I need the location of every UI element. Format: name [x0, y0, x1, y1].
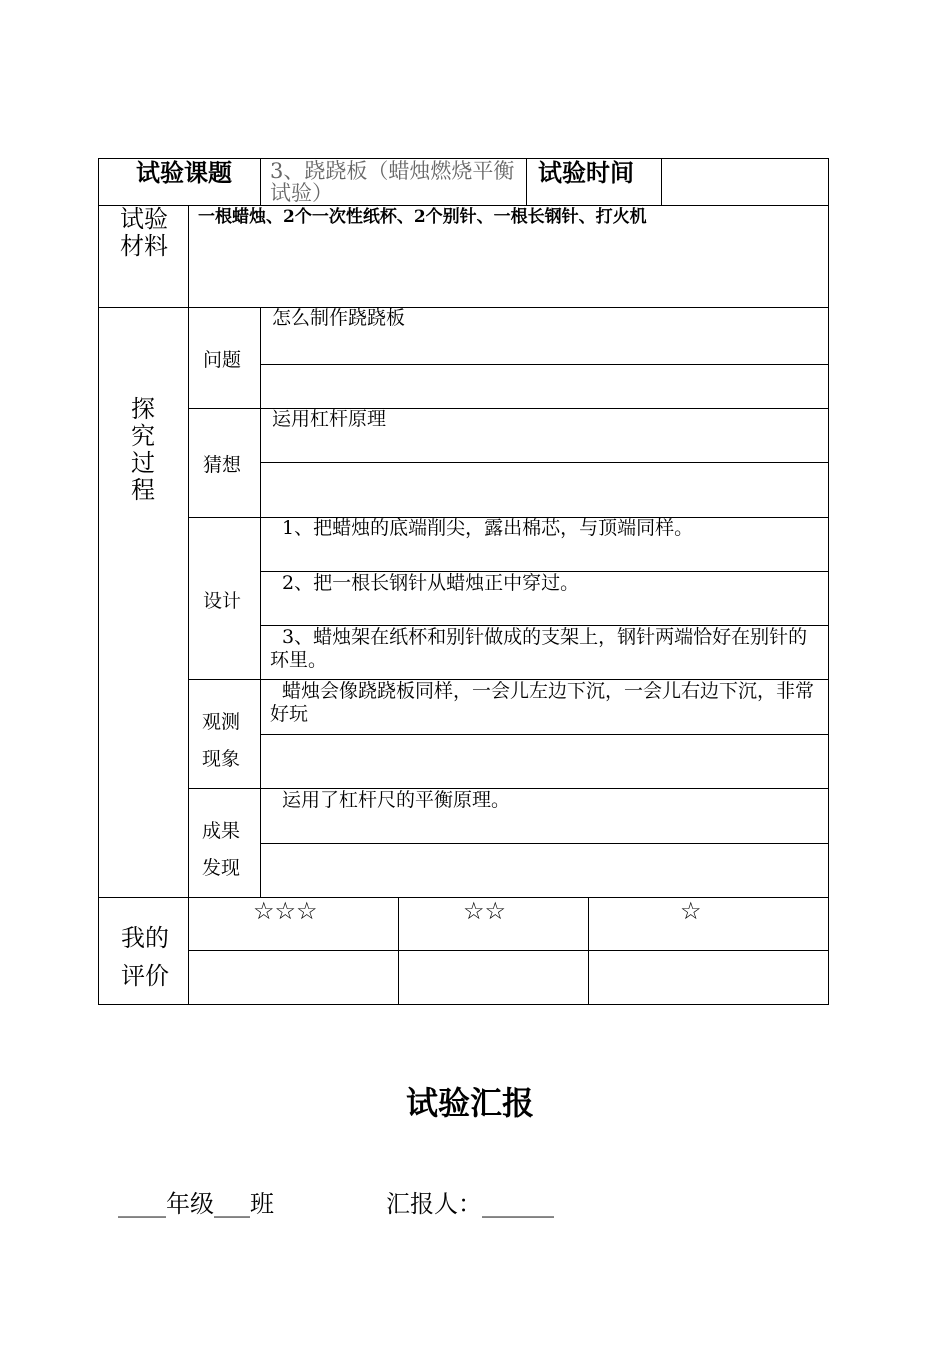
- design-step3: 3、蜡烛架在纸杯和别针做成的支架上，钢针两端恰好在别针的环里。: [270, 626, 808, 671]
- rule: [98, 205, 829, 206]
- topic-value: 3、跷跷板（蜡烛燃烧平衡试验）: [270, 159, 515, 206]
- question-label: 问题: [203, 349, 242, 371]
- rule: [260, 734, 829, 735]
- rule: [260, 158, 261, 206]
- materials-label: [113, 206, 175, 260]
- rule: [260, 364, 829, 365]
- guess-line1: 运用杠杆原理: [272, 408, 387, 430]
- design-label: 设计: [203, 590, 242, 612]
- rule: [98, 307, 829, 308]
- reporter-line: 汇报人：______: [386, 1190, 554, 1218]
- finding-label: [202, 813, 250, 887]
- materials-value: 一根蜡烛、2个一次性纸杯、2个别针、一根长钢针、打火机: [198, 207, 647, 227]
- observation-line1: 蜡烛会像跷跷板同样，一会儿左边下沉，一会儿右边下沉，非常好玩: [270, 680, 815, 725]
- rule: [398, 897, 399, 1005]
- two-star-icon: ☆☆: [463, 897, 507, 925]
- three-star-icon: ☆☆☆: [253, 897, 318, 925]
- time-label: 试验时间: [538, 158, 634, 187]
- class-line: ____年级___班: [118, 1190, 274, 1218]
- evaluation-label: [116, 919, 174, 996]
- materials-label-text: 试验材料: [120, 205, 168, 260]
- observation-label: [202, 704, 250, 778]
- rule: [188, 205, 189, 1005]
- finding-label-text: 成果发现: [202, 820, 241, 880]
- evaluation-label-text: 我的评价: [121, 924, 169, 991]
- rule: [661, 158, 662, 206]
- rule: [260, 462, 829, 463]
- one-star-icon: ☆: [680, 897, 702, 925]
- design-step2: 2、把一根长钢针从蜡烛正中穿过。: [282, 572, 580, 594]
- rule: [588, 897, 589, 1005]
- rule: [260, 307, 261, 898]
- process-label: 探究过程: [131, 395, 155, 504]
- topic-label: 试验课题: [136, 158, 232, 187]
- design-step1: 1、把蜡烛的底端削尖，露出棉芯，与顶端同样。: [282, 517, 694, 539]
- finding-line1: 运用了杠杆尺的平衡原理。: [282, 789, 511, 811]
- report-title: 试验汇报: [406, 1084, 535, 1122]
- question-line1: 怎么制作跷跷板: [272, 307, 406, 329]
- rule: [260, 843, 829, 844]
- guess-label: 猜想: [203, 454, 242, 476]
- rule: [188, 950, 829, 951]
- rule: [526, 158, 527, 206]
- observation-label-text: 观测现象: [202, 711, 241, 771]
